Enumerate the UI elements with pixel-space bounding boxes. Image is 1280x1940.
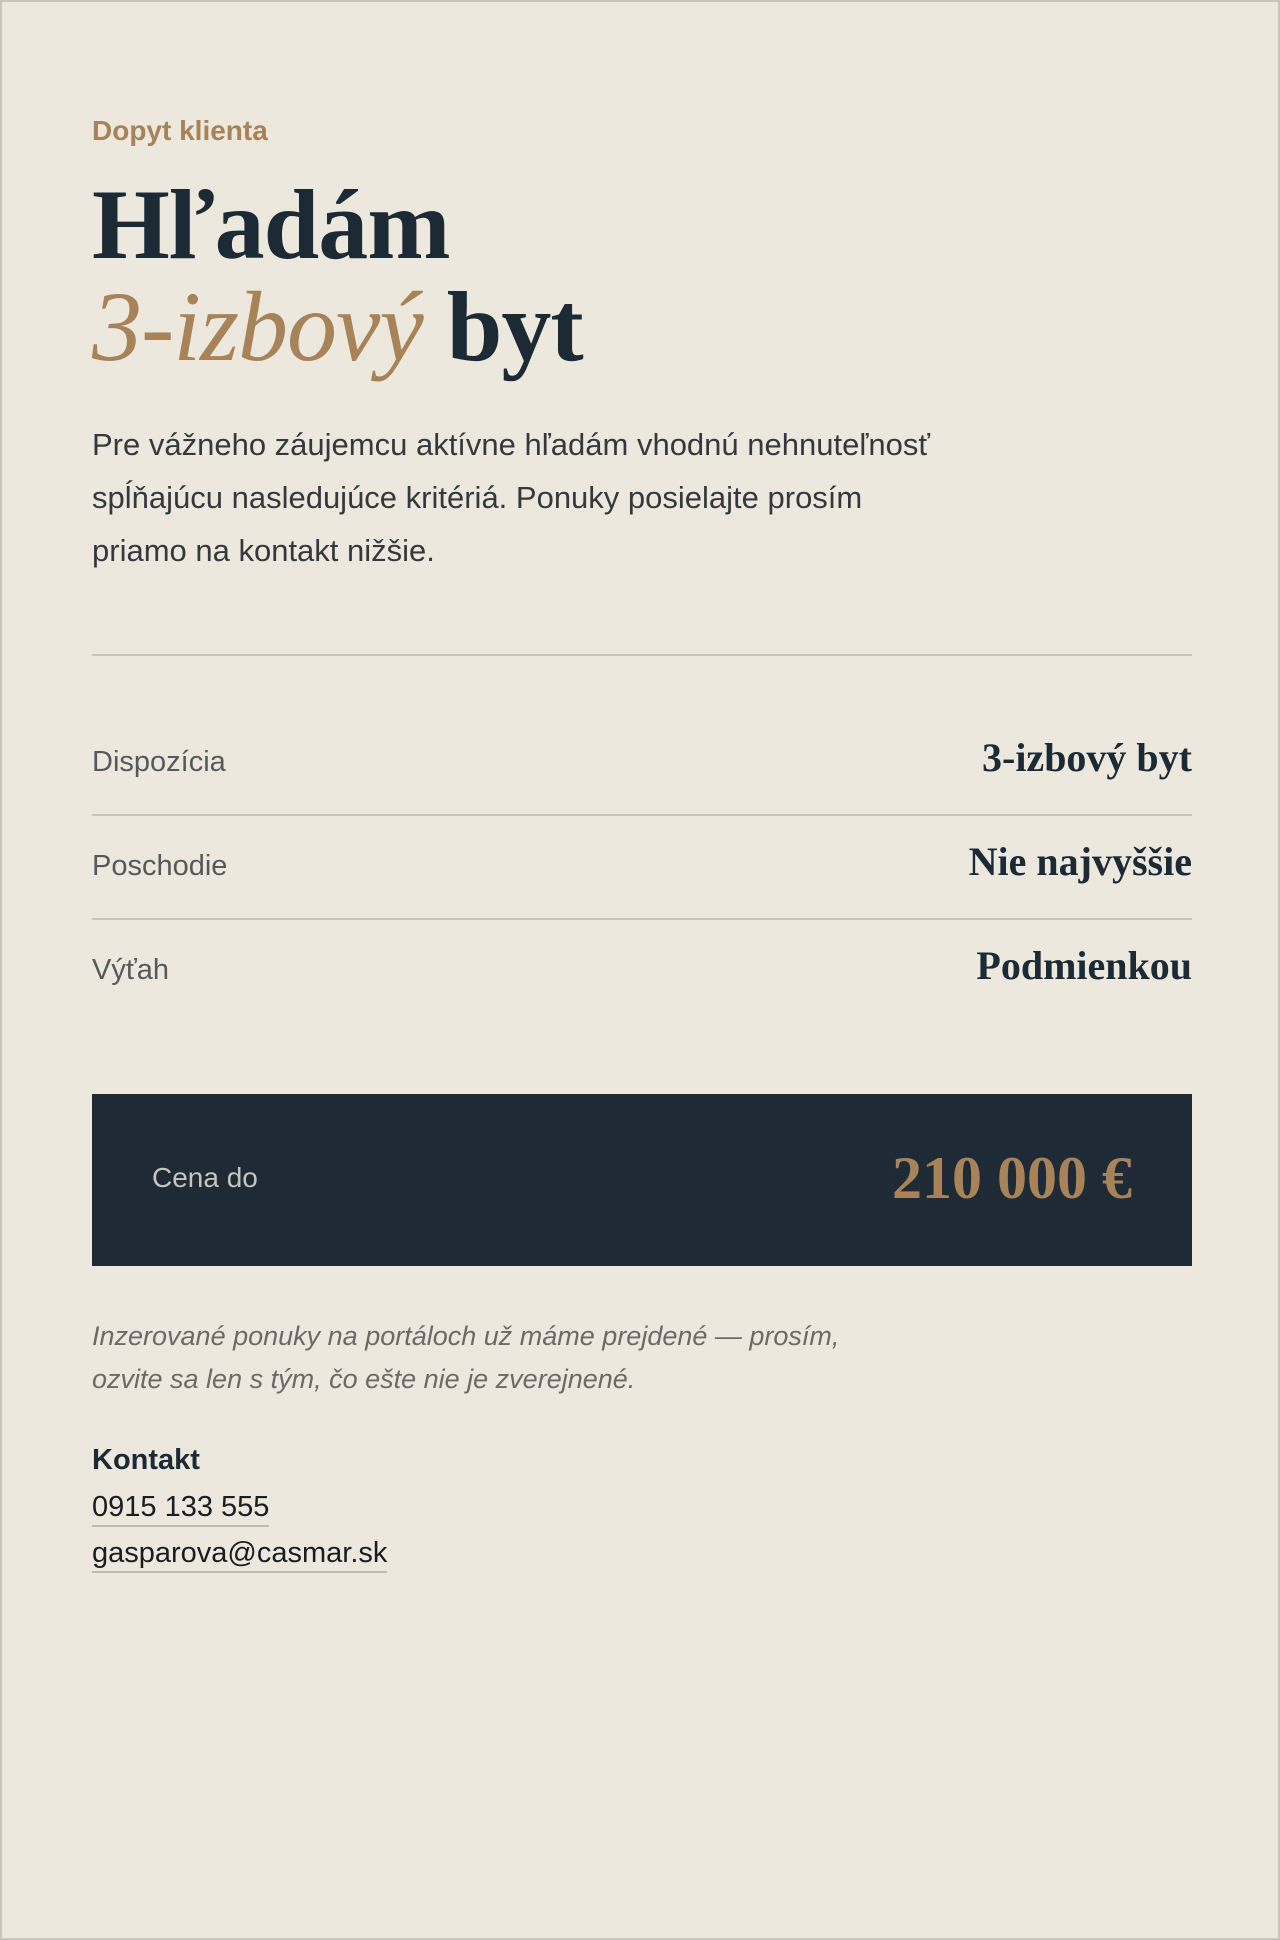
price-label: Cena do [152, 1162, 258, 1193]
price-value: 210 000 € [892, 1145, 1132, 1211]
title-line1: Hľadám [92, 169, 450, 280]
criteria-row-elevator [92, 934, 1192, 1014]
price-panel [92, 1094, 1192, 1266]
eyebrow-label: Dopyt klienta [92, 115, 268, 146]
criteria-label: Výťah [92, 954, 169, 986]
title-accent: 3-izbový [92, 271, 423, 382]
intro-text: Pre vážneho záujemcu aktívne hľadám vhodnú nehnuteľnosť spĺňajúcu nasledujúce kritériá. Ponuky posielajte prosím priamo na kontakt nižšie. [92, 427, 930, 568]
divider-row [92, 814, 1192, 816]
contact-email-link[interactable]: gasparova@casmar.sk [92, 1536, 387, 1573]
criteria-row-disposition [92, 726, 1192, 806]
contact-heading: Kontakt [92, 1444, 200, 1476]
criteria-value: Podmienkou [976, 943, 1192, 988]
title-rest: byt [422, 271, 583, 382]
criteria-label: Poschodie [92, 850, 228, 882]
contact-phone-link[interactable]: 0915 133 555 [92, 1490, 269, 1527]
note-text: Inzerované ponuky na portáloch už máme prejdené — prosím, ozvite sa len s tým, čo ešte nie je zverejnené. [92, 1321, 840, 1394]
divider-row [92, 918, 1192, 920]
criteria-value: Nie najvyššie [968, 839, 1192, 884]
divider-top [92, 654, 1192, 656]
criteria-label: Dispozícia [92, 746, 226, 778]
criteria-value: 3-izbový byt [982, 735, 1192, 780]
criteria-row-floor [92, 830, 1192, 910]
page-title [92, 169, 583, 382]
